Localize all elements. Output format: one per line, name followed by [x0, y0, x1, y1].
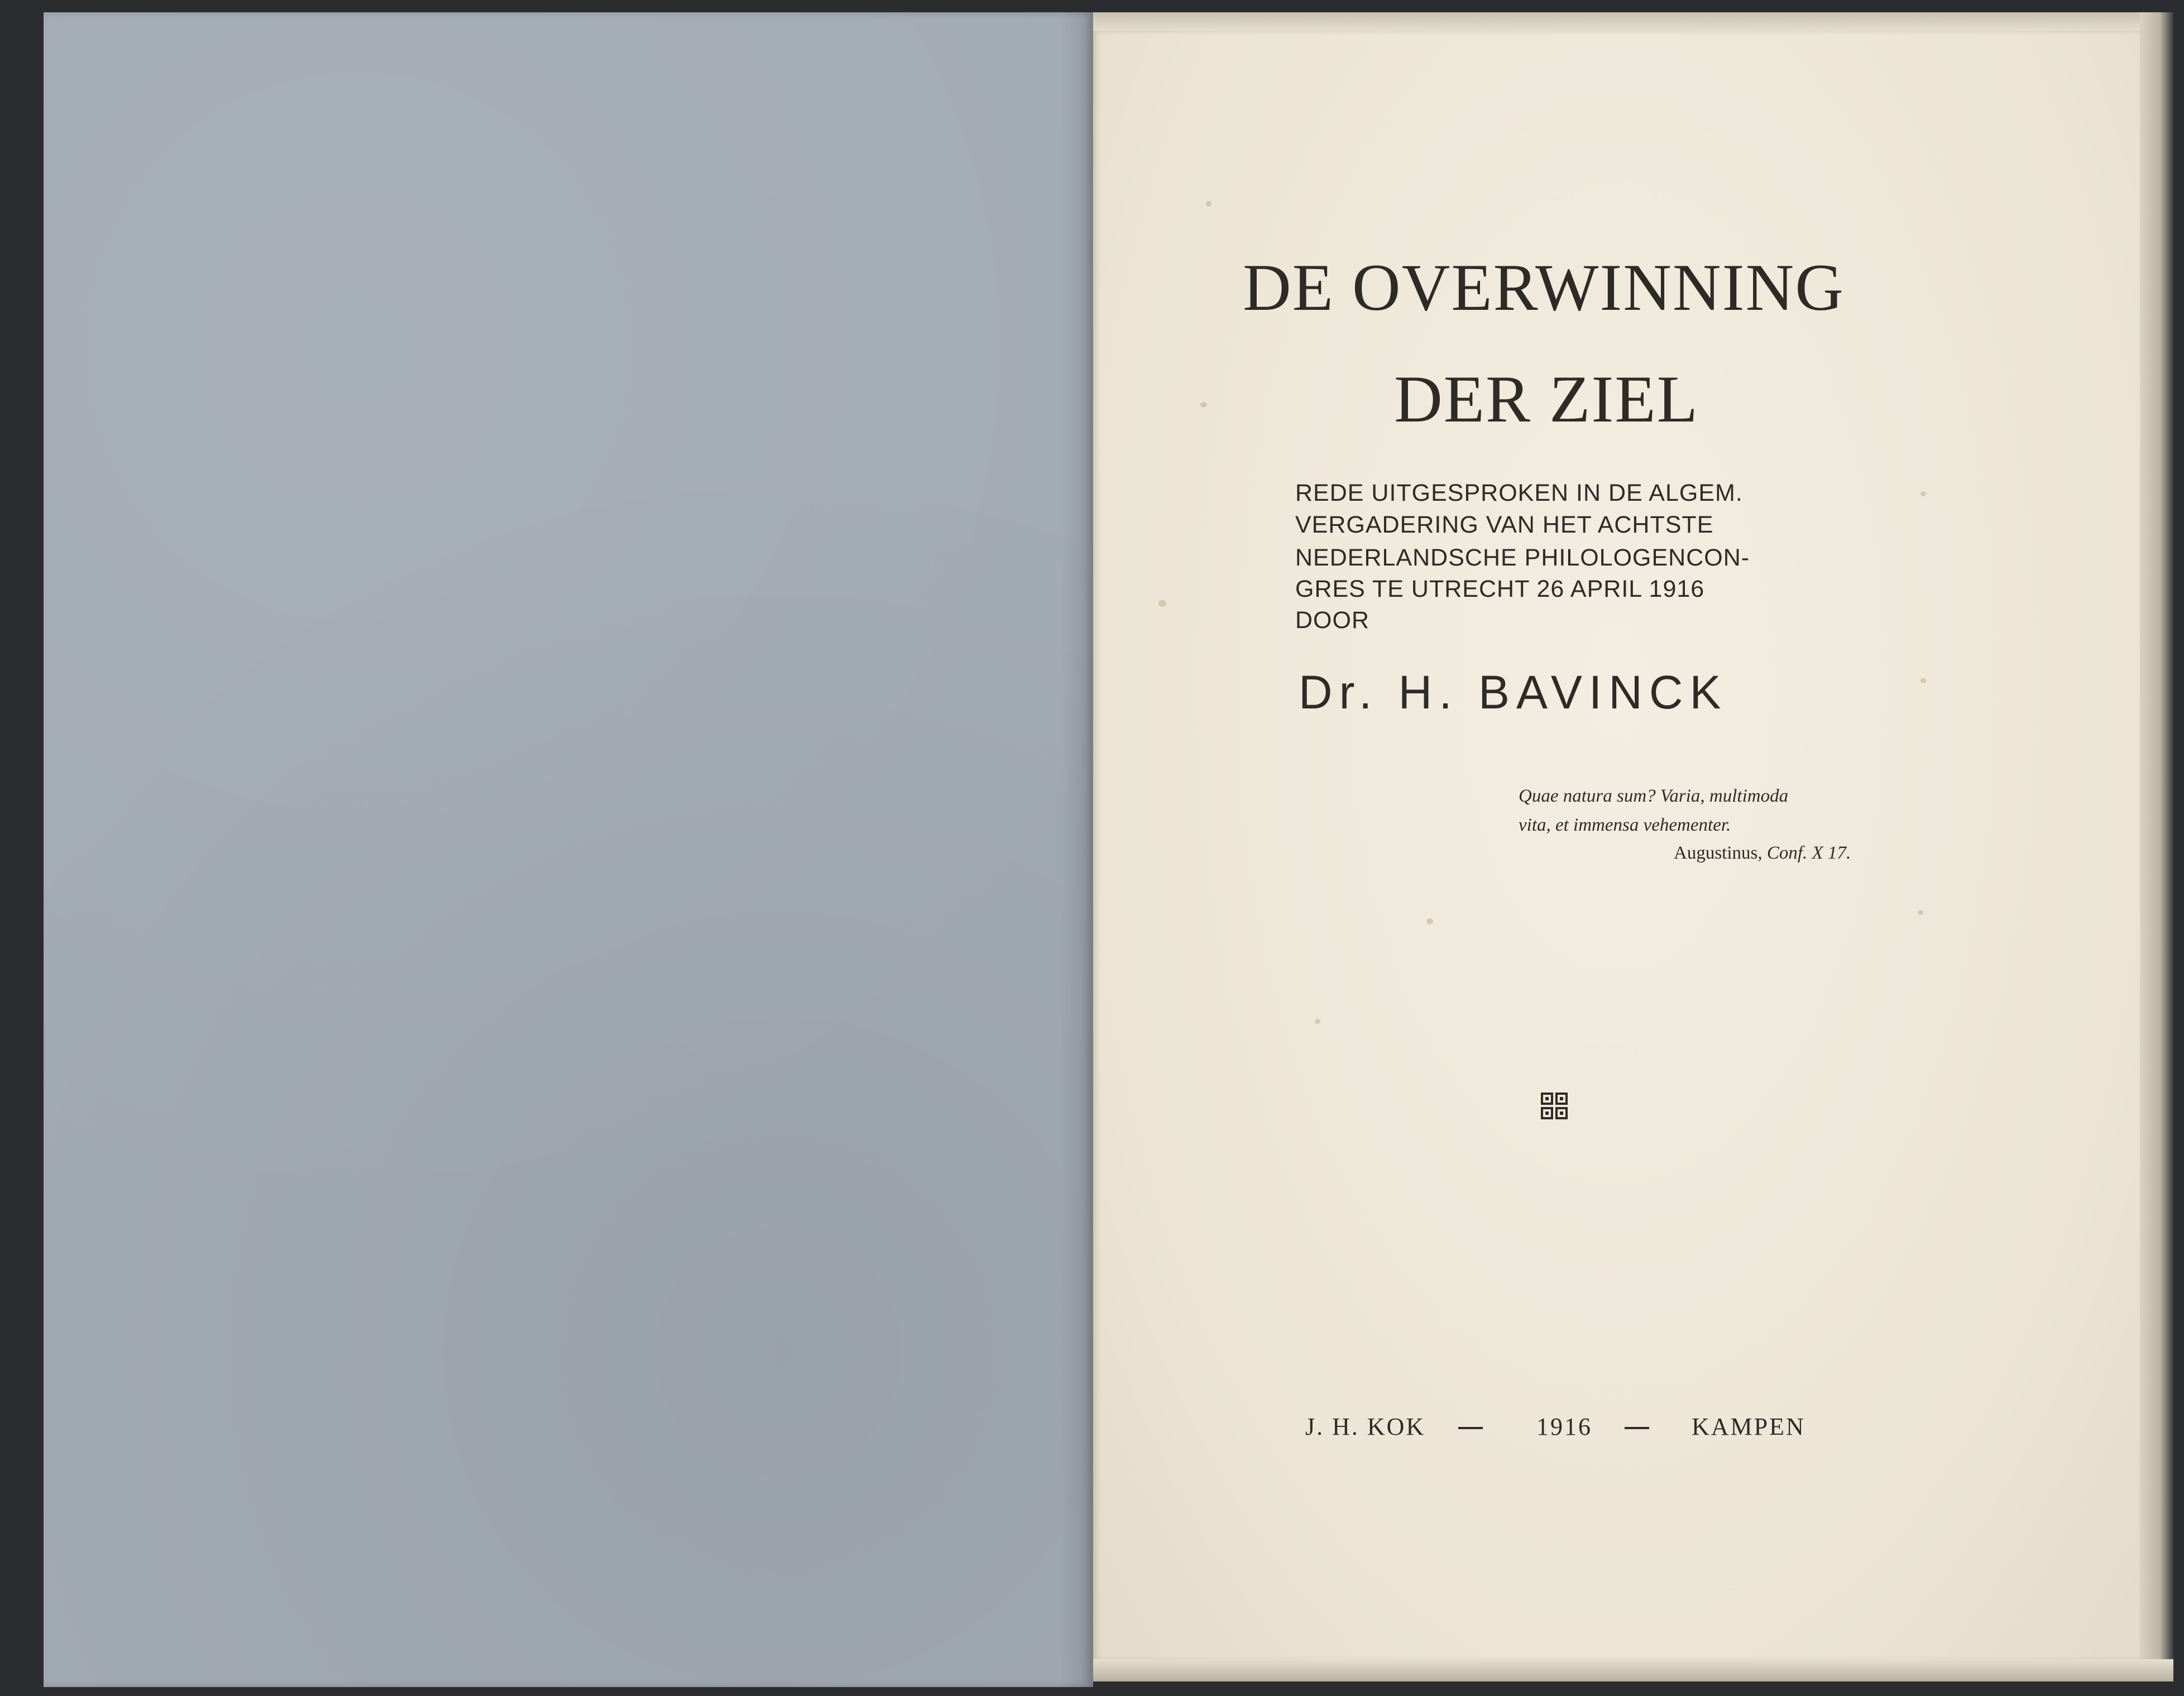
- paper-speck: [1918, 910, 1923, 915]
- rede-line: REDE UITGESPROKEN IN DE ALGEM.: [1295, 480, 1743, 506]
- printer-ornament-icon: [1540, 1091, 1569, 1120]
- paper-speck: [1158, 600, 1166, 607]
- paper-speck: [1426, 918, 1433, 924]
- page-top-edge: [1093, 12, 2173, 32]
- paper-speck: [1315, 1019, 1320, 1024]
- motto-source-work: Conf. X 17.: [1766, 843, 1851, 863]
- paper-speck: [1920, 491, 1926, 496]
- blue-cover-page: [44, 12, 1093, 1687]
- rede-line: GRES TE UTRECHT 26 APRIL 1916: [1295, 576, 1705, 602]
- cover-spine-shadow: [1061, 12, 1093, 1687]
- title-line-1: DE OVERWINNING: [1243, 250, 1845, 324]
- title-line-2: DER ZIEL: [1394, 362, 1699, 436]
- motto-line-1: Quae natura sum? Varia, multimoda: [1519, 786, 1789, 806]
- author-name: Dr. H. BAVINCK: [1299, 666, 1728, 718]
- page-bottom-edge: [1093, 1659, 2173, 1681]
- imprint-place: KAMPEN: [1692, 1413, 1805, 1440]
- imprint-publisher: J. H. KOK: [1305, 1413, 1426, 1440]
- rede-line: DOOR: [1295, 607, 1369, 634]
- motto-line-2: vita, et immensa vehementer.: [1519, 815, 1731, 835]
- paper-speck: [1206, 201, 1211, 207]
- page-fore-edge: [2140, 12, 2173, 1681]
- paper-speck: [1920, 678, 1926, 683]
- rede-line: NEDERLANDSCHE PHILOLOGENCON-: [1295, 544, 1750, 571]
- motto-source-name: Augustinus,: [1674, 843, 1762, 863]
- motto-source: [1674, 844, 1851, 863]
- rede-line: VERGADERING VAN HET ACHTSTE: [1295, 511, 1714, 538]
- imprint-dash: [1458, 1427, 1483, 1429]
- imprint-dash: [1625, 1427, 1649, 1429]
- imprint-year: 1916: [1536, 1413, 1592, 1440]
